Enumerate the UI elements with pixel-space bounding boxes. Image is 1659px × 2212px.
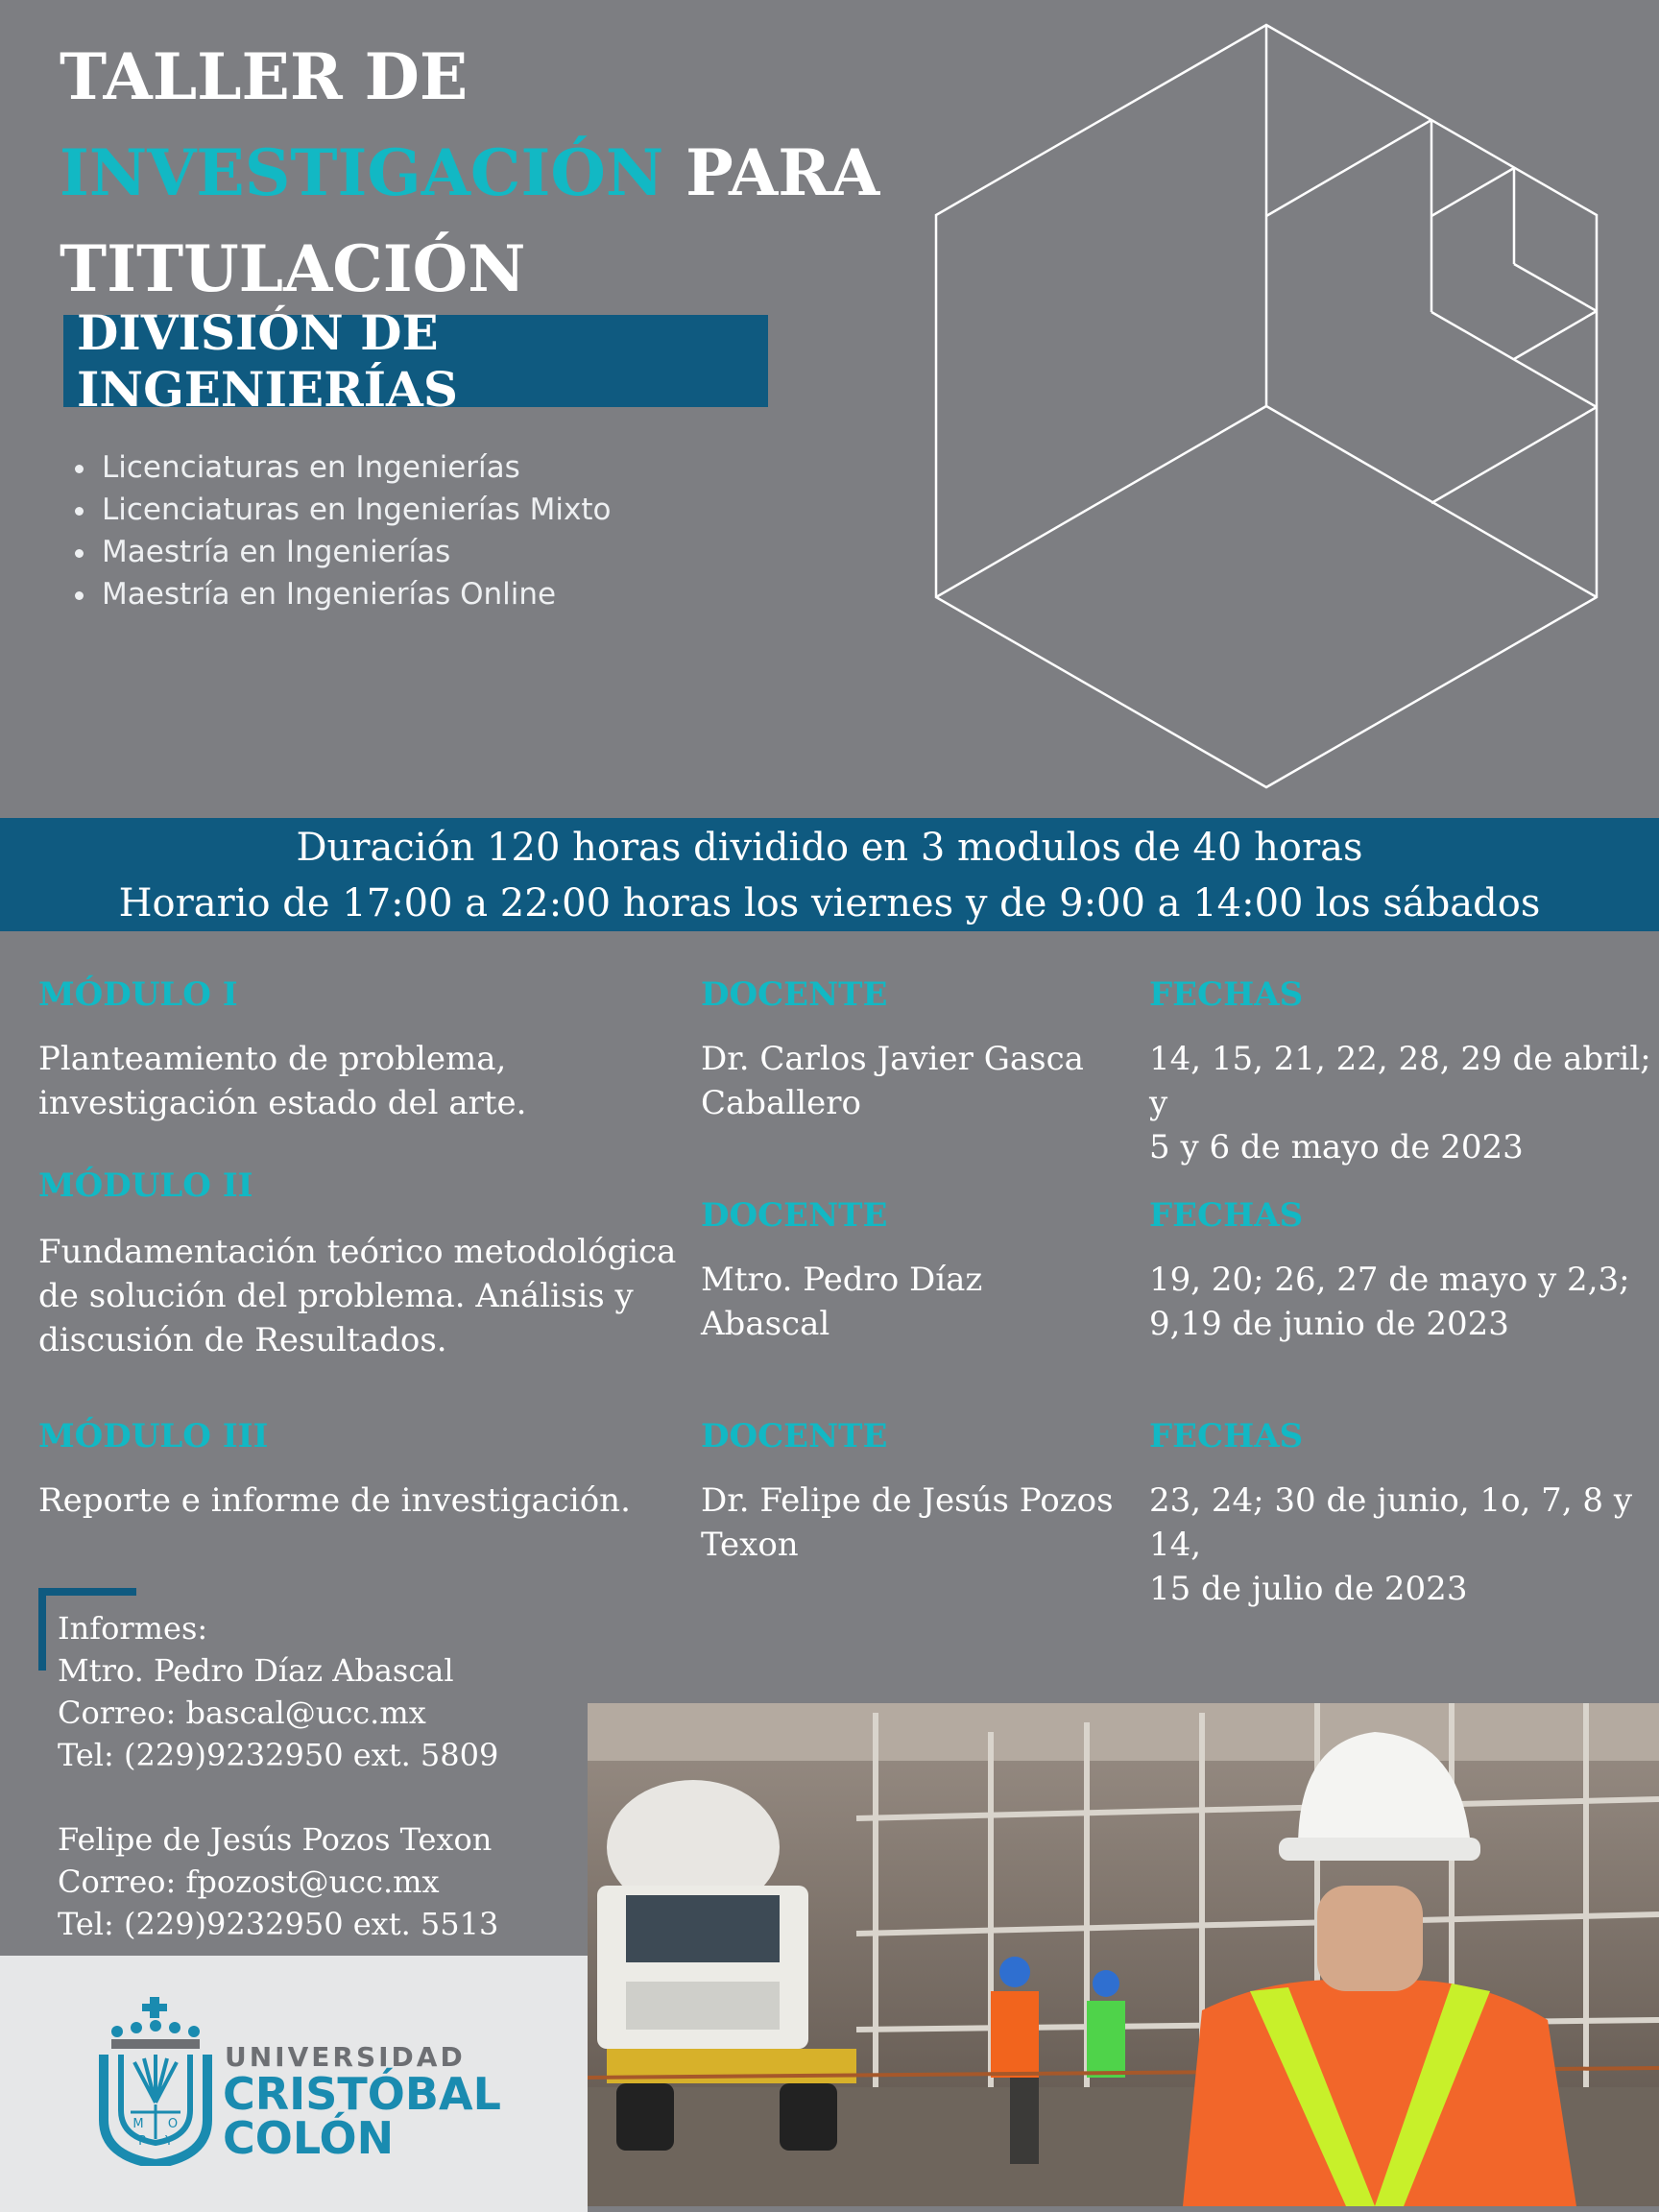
title-line-2 (60, 125, 879, 221)
module-2-dates-line: 19, 20; 26, 27 de mayo y 2,3; (1149, 1261, 1630, 1299)
contact-1-tel: Tel: (229)9232950 ext. 5809 (58, 1737, 499, 1773)
module-1-teacher (701, 1037, 1084, 1125)
module-1-dates (1149, 1037, 1659, 1169)
module-3-teacher-line: Texon (701, 1526, 799, 1564)
schedule-banner (0, 818, 1659, 931)
title-line-3: TITULACIÓN (60, 231, 526, 306)
module-1-description-line: Planteamiento de problema, (38, 1040, 507, 1078)
title-accent: INVESTIGACIÓN (60, 135, 664, 210)
module-2-dates-line: 9,19 de junio de 2023 (1149, 1305, 1509, 1343)
module-1-teacher-line: Caballero (701, 1084, 861, 1122)
banner-duration: Duración 120 horas dividido en 3 modulos de 40 horas (296, 826, 1363, 870)
construction-photo (588, 1703, 1659, 2206)
contact-1-email: Correo: bascal@ucc.mx (58, 1695, 426, 1731)
contact-2-tel: Tel: (229)9232950 ext. 5513 (58, 1906, 499, 1942)
logo-line-2: CRISTÓBAL (223, 2068, 501, 2120)
module-3-dates-line: 23, 24; 30 de junio, 1o, 7, 8 y 14, (1149, 1481, 1633, 1564)
module-3-label: MÓDULO III (38, 1417, 269, 1455)
module-2-teacher-label: DOCENTE (701, 1196, 888, 1235)
module-2-dates (1149, 1258, 1630, 1346)
program-item: Licenciaturas en Ingenierías Mixto (69, 489, 611, 531)
program-item: Licenciaturas en Ingenierías (69, 446, 611, 489)
program-list (69, 446, 611, 615)
module-2-teacher-line: Abascal (701, 1305, 830, 1343)
module-1-teacher-label: DOCENTE (701, 975, 888, 1014)
division-banner (63, 304, 768, 418)
contact-spacer (58, 1776, 498, 1818)
module-1-dates-line: 5 y 6 de mayo de 2023 (1149, 1128, 1524, 1166)
module-1-label: MÓDULO I (38, 975, 238, 1014)
contact-1-name: Mtro. Pedro Díaz Abascal (58, 1652, 454, 1689)
module-3-teacher-line: Dr. Felipe de Jesús Pozos (701, 1481, 1114, 1520)
module-1-dates-line: 14, 15, 21, 22, 28, 29 de abril; y (1149, 1040, 1651, 1122)
module-3-dates-label: FECHAS (1149, 1417, 1304, 1455)
svg-text:M: M (132, 2117, 144, 2131)
module-2-dates-label: FECHAS (1149, 1196, 1304, 1235)
logo-name (223, 2068, 501, 2164)
svg-text:P: P (138, 2134, 146, 2149)
module-2-teacher-line: Mtro. Pedro Díaz (701, 1261, 983, 1299)
module-1-teacher-line: Dr. Carlos Javier Gasca (701, 1040, 1084, 1078)
division-label: DIVISIÓN DE INGENIERÍAS (77, 304, 458, 418)
page-title (60, 29, 879, 317)
module-2-description (38, 1230, 676, 1362)
module-1-description-line: investigación estado del arte. (38, 1084, 527, 1122)
module-3-teacher (701, 1479, 1114, 1567)
module-2-description-line: de solución del problema. Análisis y (38, 1277, 634, 1315)
title-line-2-rest: PARA (685, 135, 880, 210)
svg-text:O: O (167, 2117, 179, 2131)
module-1-description (38, 1037, 526, 1125)
svg-text:Y: Y (165, 2134, 173, 2149)
program-item: Maestría en Ingenierías Online (69, 573, 611, 615)
logo-university: UNIVERSIDAD (225, 2041, 466, 2073)
hexagon-cube-icon (931, 19, 1603, 793)
module-2-label: MÓDULO II (38, 1166, 253, 1205)
module-3-dates (1149, 1479, 1659, 1611)
contact-2-name: Felipe de Jesús Pozos Texon (58, 1821, 493, 1858)
module-1-dates-label: FECHAS (1149, 975, 1304, 1014)
contact-2-email: Correo: fpozost@ucc.mx (58, 1863, 440, 1900)
module-2-description-line: Fundamentación teórico metodológica (38, 1233, 677, 1271)
module-3-description-line: Reporte e informe de investigación. (38, 1481, 631, 1520)
contact-info (58, 1607, 498, 1945)
contact-heading: Informes: (58, 1610, 208, 1647)
module-2-description-line: discusión de Resultados. (38, 1321, 447, 1359)
module-3-teacher-label: DOCENTE (701, 1417, 888, 1455)
title-line-1: TALLER DE (60, 39, 469, 114)
university-shield-icon (96, 1995, 215, 2166)
banner-schedule: Horario de 17:00 a 22:00 horas los viernes y de 9:00 a 14:00 los sábados (118, 881, 1541, 926)
program-item: Maestría en Ingenierías (69, 531, 611, 573)
module-3-description (38, 1479, 631, 1523)
module-2-teacher (701, 1258, 982, 1346)
logo-line-3: COLÓN (223, 2112, 395, 2164)
module-3-dates-line: 15 de julio de 2023 (1149, 1570, 1468, 1608)
